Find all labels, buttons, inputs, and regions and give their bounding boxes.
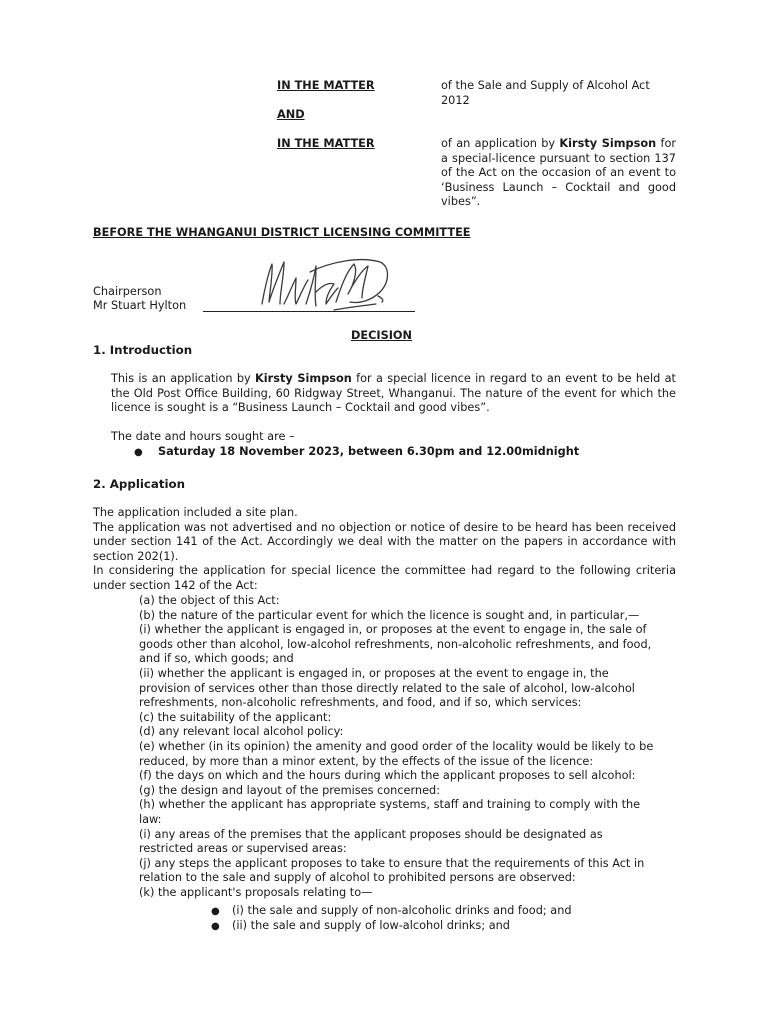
introduction-paragraph (111, 372, 676, 416)
criteria-item: reduced, by more than a minor extent, by the effects of the issue of the licence: (139, 754, 594, 768)
criteria-item: (a) the object of this Act: (139, 594, 280, 607)
matter1-text-line2: 2012 (441, 94, 470, 107)
and-label: AND (277, 108, 305, 121)
application-line: under section 141 of the Act. Accordingly we deal with the matter on the papers in accordance with (93, 535, 676, 549)
section-introduction-heading: 1. Introduction (93, 343, 193, 357)
matter2-line2: a special-licence pursuant to section 137 (441, 151, 676, 165)
criteria-item: law: (139, 812, 162, 826)
criteria-item: refreshments, non-alcoholic refreshments, and food, and if so, which services: (139, 696, 582, 710)
intro-line3: licence is sought is a “Business Launch – Cocktail and good vibes”. (111, 401, 490, 415)
criteria-item: (g) the design and layout of the premises concerned: (139, 783, 441, 797)
applicant-name: Kirsty Simpson (559, 137, 657, 150)
bullet-icon: ● (134, 447, 143, 458)
criteria-item: (ii) whether the applicant is engaged in, or proposes at the event to engage in, the (139, 666, 609, 680)
criteria-item: (i) whether the applicant is engaged in, or proposes at the event to engage in, the sale of (139, 623, 647, 637)
application-paragraph (93, 506, 676, 594)
matter2-line5: vibes”. (441, 195, 481, 209)
intro-line2: the Old Post Office Building, 60 Ridgway Street, Whanganui. The nature of the event for which the (111, 386, 676, 400)
hours-sought-text: The date and hours sought are – (111, 430, 295, 443)
criteria-item: (c) the suitability of the applicant: (139, 710, 332, 724)
criteria-item: relation to the sale and supply of alcohol to prohibited persons are observed: (139, 871, 576, 885)
application-line: In considering the application for special licence the committee had regard to the following criteria (93, 564, 676, 578)
application-line: under section 142 of the Act: (93, 578, 258, 592)
decision-title: DECISION (351, 329, 412, 342)
matter2-text-post: for (656, 137, 677, 150)
chair-name: Mr Stuart Hylton (93, 299, 187, 312)
event-date-hours: Saturday 18 November 2023, between 6.30pm and 12.00midnight (158, 445, 580, 458)
bullet-icon: ● (211, 921, 220, 932)
matter1-text-line1: of the Sale and Supply of Alcohol Act (441, 79, 650, 92)
criteria-item: (h) whether the applicant has appropriate systems, staff and training to comply with the (139, 798, 641, 812)
criteria-item: (i) any areas of the premises that the applicant proposes should be designated as (139, 827, 603, 841)
criteria-item: (b) the nature of the particular event for which the licence is sought and, in particular,— (139, 608, 640, 622)
matter2-line3: of the Act on the occasion of an event to (441, 166, 676, 180)
intro-text-pre: This is an application by (111, 372, 256, 385)
application-line: The application included a site plan. (93, 506, 298, 519)
chair-role: Chairperson (93, 285, 162, 298)
section-application-heading: 2. Application (93, 477, 186, 491)
chairperson-signature (250, 252, 400, 322)
criteria-item: (f) the days on which and the hours during which the applicant proposes to sell alcohol: (139, 769, 636, 783)
bullet-icon: ● (211, 906, 220, 917)
matter1-label: IN THE MATTER (277, 79, 375, 92)
criteria-item: and if so, which goods; and (139, 652, 294, 666)
intro-applicant-name: Kirsty Simpson (255, 372, 352, 385)
criteria-list (139, 594, 679, 900)
criteria-item: goods other than alcohol, low-alcohol refreshments, non-alcoholic refreshments, and food, (139, 637, 652, 651)
criteria-item: restricted areas or supervised areas: (139, 842, 347, 856)
matter2-label: IN THE MATTER (277, 137, 375, 150)
intro-text-post: for a special licence in regard to an event to be held at (351, 372, 676, 385)
matter2-text-pre: of an application by (441, 137, 560, 150)
criteria-item: (k) the applicant's proposals relating to— (139, 885, 373, 899)
matter2-line4: ‘Business Launch – Cocktail and good (441, 180, 676, 194)
application-line: The application was not advertised and no objection or notice of desire to be heard has been received (93, 520, 676, 534)
application-line: section 202(1). (93, 549, 179, 563)
criteria-item: (j) any steps the applicant proposes to take to ensure that the requirements of this Act in (139, 856, 645, 870)
before-committee-heading: BEFORE THE WHANGANUI DISTRICT LICENSING COMMITTEE (93, 226, 471, 239)
matter2-text (441, 137, 676, 210)
sub-bullet-item: (ii) the sale and supply of low-alcohol drinks; and (232, 919, 510, 932)
sub-bullet-item: (i) the sale and supply of non-alcoholic drinks and food; and (232, 904, 572, 917)
criteria-item: provision of services other than those directly related to the sale of alcohol, low-alcohol (139, 681, 635, 695)
criteria-item: (e) whether (in its opinion) the amenity and good order of the locality would be likely to be (139, 739, 654, 753)
criteria-item: (d) any relevant local alcohol policy: (139, 725, 344, 739)
